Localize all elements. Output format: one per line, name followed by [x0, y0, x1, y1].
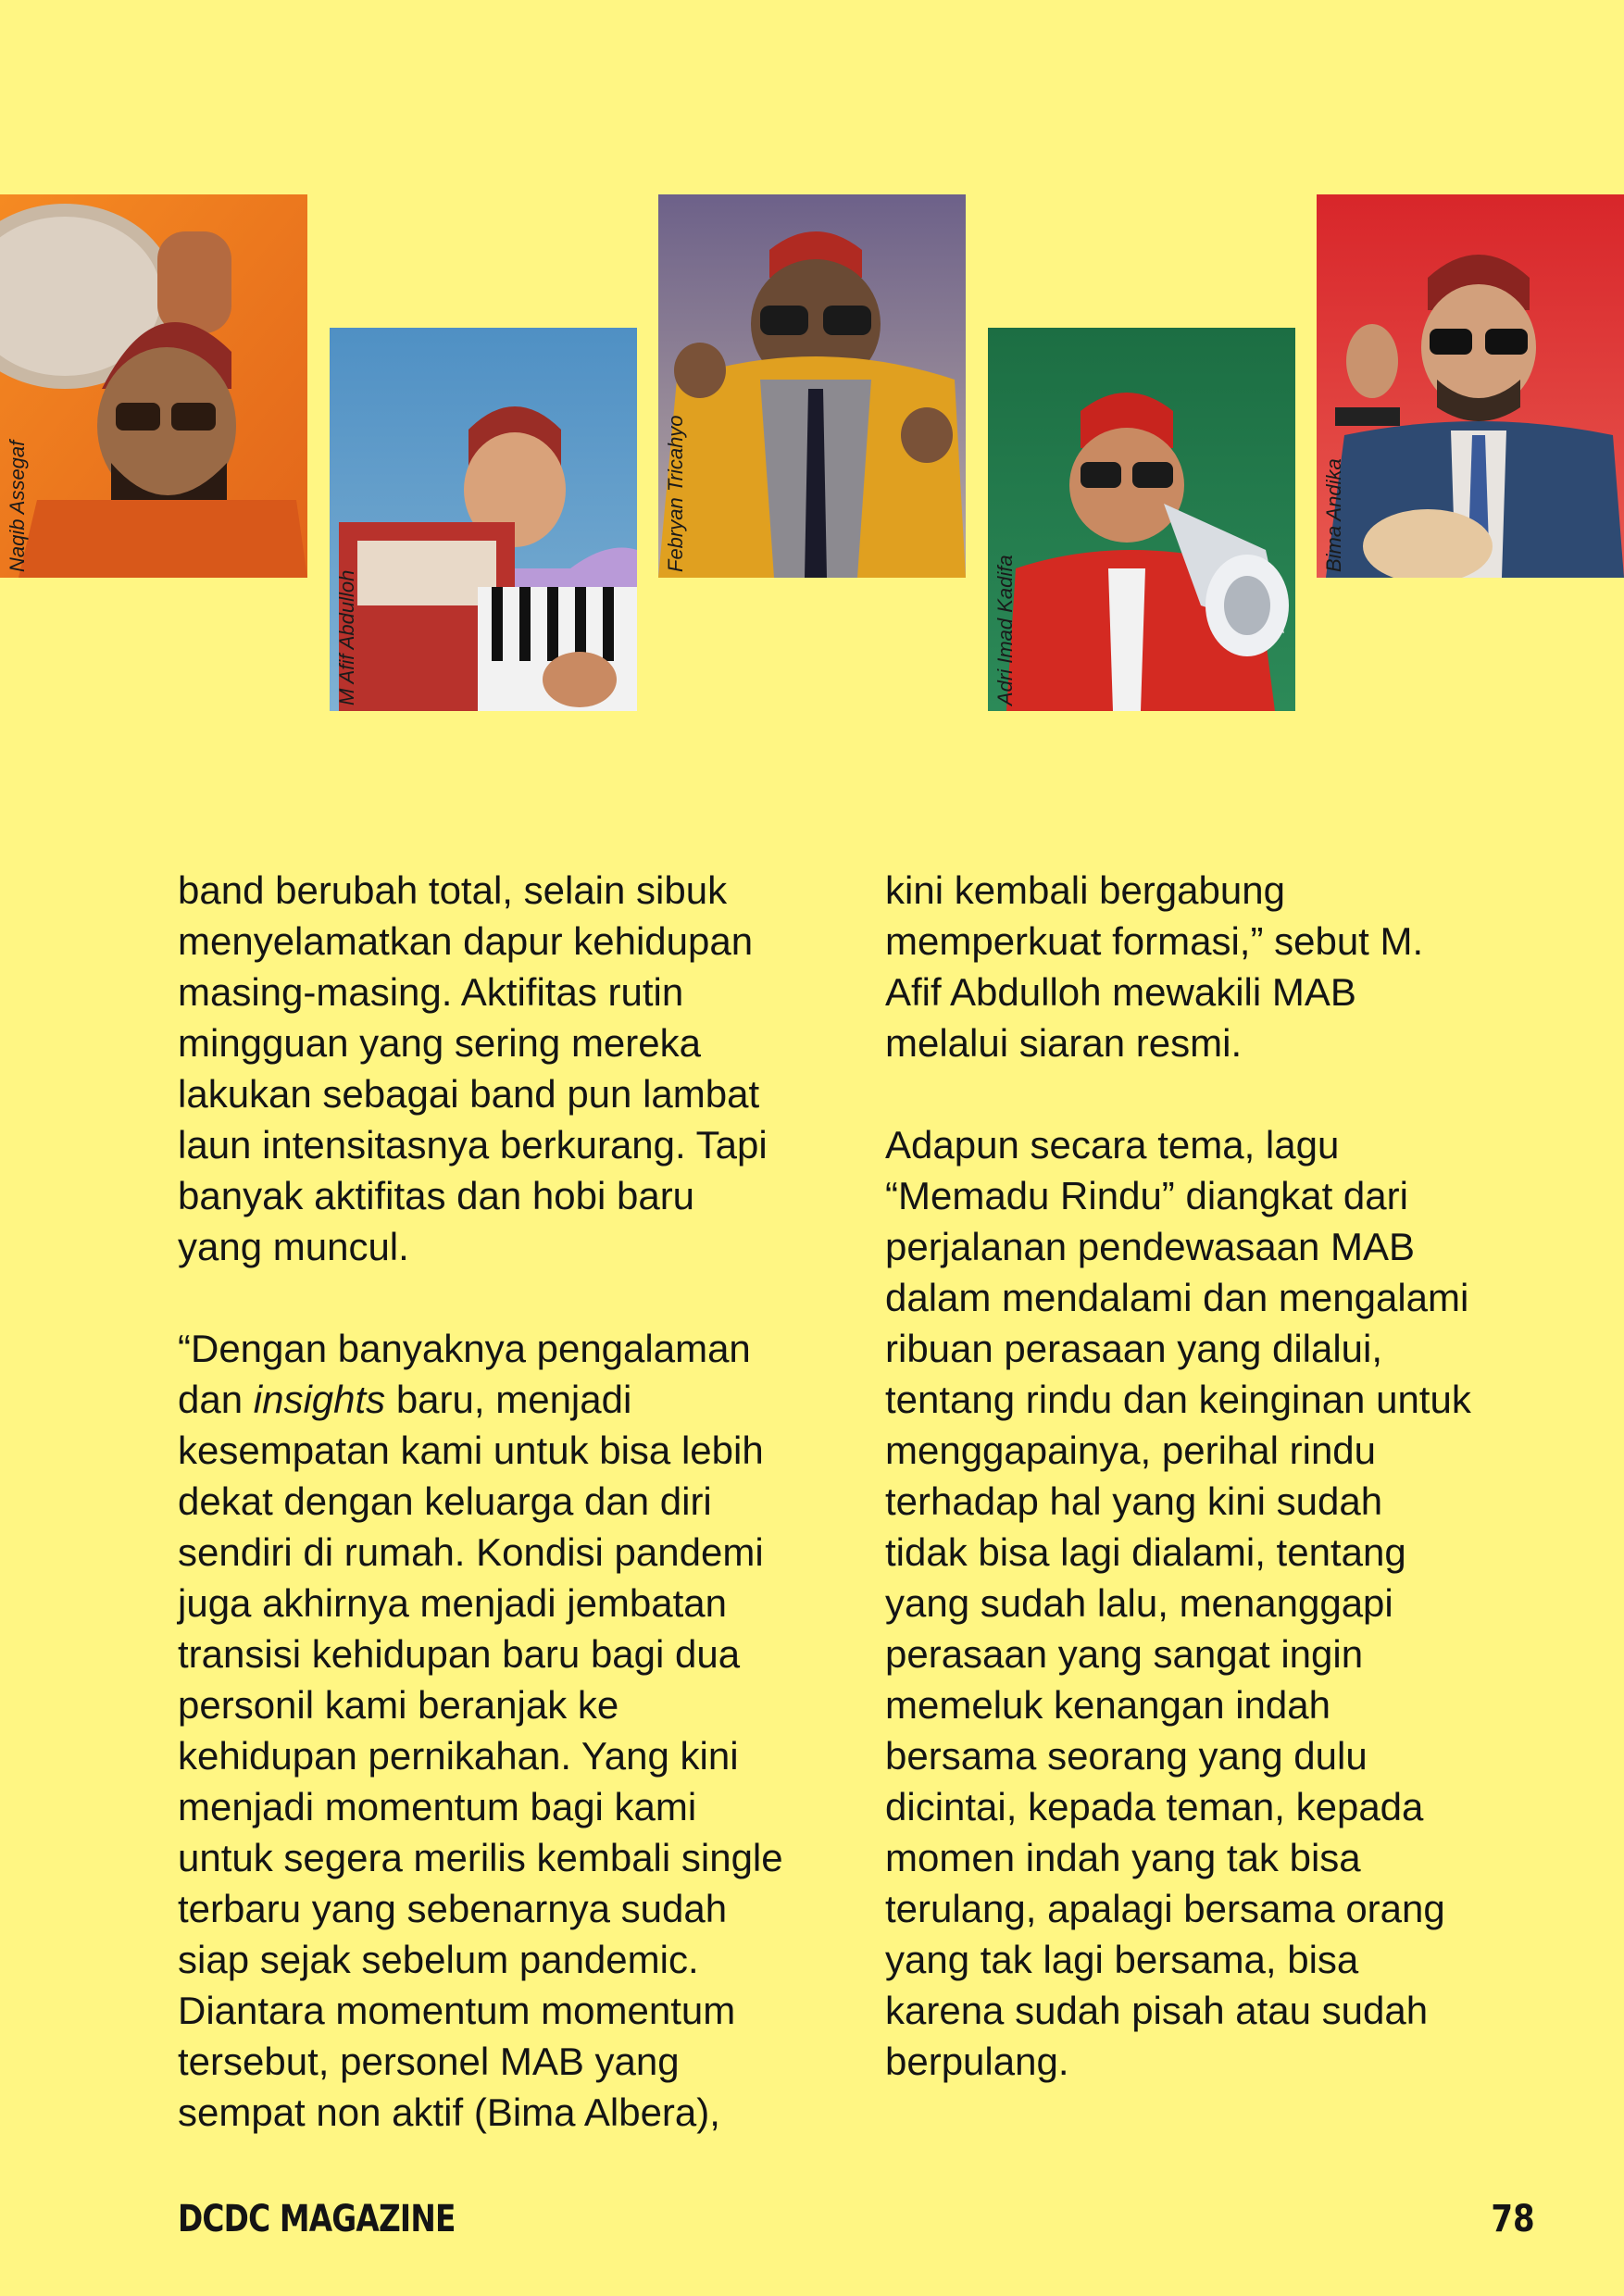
quote-text-start: “Dengan banyaknya pengalaman dan [178, 1327, 751, 1421]
drummer-photo [0, 194, 307, 578]
photo-naqib-assegaf [0, 194, 307, 578]
quote-text-rest: baru, menjadi kesempatan kami untuk bisa lebih dekat dengan keluarga dan diri sendiri di rumah. Kondisi pandemi juga akhirnya menjadi jembatan transisi kehidupan baru bagi dua personil kami beranjak ke kehidupan pernikahan. Yang kini menjadi momentum bagi kami untuk segera merilis kembali single terbaru yang sebenarnya sudah siap sejak sebelum pandemic. Diantara momentum momentum tersebut, personel MAB yang sempat non aktif (Bima Albera), [178, 1378, 783, 2134]
photo-febryan-tricahyo [658, 194, 966, 578]
photo-adri-imad-kadifa [988, 328, 1295, 711]
photo-bima-andika [1317, 194, 1624, 578]
photo-caption: Naqib Assegaf [6, 440, 29, 572]
article-paragraph: kini kembali bergabung memperkuat formasi,” sebut M. Afif Abdulloh mewakili MAB melalui siaran resmi. [885, 868, 1424, 1065]
emphasis-insights: insights [253, 1378, 386, 1421]
article-left-column [178, 865, 844, 2138]
article-paragraph: Adapun secara tema, lagu “Memadu Rindu” diangkat dari perjalanan pendewasaan MAB dalam mendalami dan mengalami ribuan perasaan yang dilalui, tentang rindu dan keinginan untuk menggapainya, perihal rindu terhadap hal yang kini sudah tidak bisa lagi dialami, tentang yang sudah lalu, menanggapi perasaan yang sangat ingin memeluk kenangan indah bersama seorang yang dulu dicintai, kepada teman, kepada momen indah yang tak bisa terulang, apalagi bersama orang yang tak lagi bersama, bisa karena sudah pisah atau sudah berpulang. [885, 1123, 1471, 2083]
photo-caption: Bima Andika [1322, 458, 1345, 572]
photo-caption: Adri Imad Kadifa [993, 555, 1017, 705]
article-paragraph-quote [178, 1323, 844, 2138]
trumpet-player-photo [988, 328, 1295, 711]
photo-caption: Febryan Tricahyo [664, 415, 687, 572]
page-number: 78 [1491, 2198, 1535, 2240]
bowing-man-photo [658, 194, 966, 578]
article-right-column [885, 865, 1552, 2087]
photo-caption: M Afif Abdulloh [335, 569, 358, 705]
photo-m-afif-abdulloh [330, 328, 637, 711]
publication-name: DCDC MAGAZINE [178, 2198, 456, 2240]
article-paragraph: band berubah total, selain sibuk menyelamatkan dapur kehidupan masing-masing. Aktifitas rutin mingguan yang sering mereka lakukan sebagai band pun lambat laun intensitasnya berkurang. Tapi banyak aktifitas dan hobi baru yang muncul. [178, 868, 768, 1268]
accordion-player-photo [330, 328, 637, 711]
guitarist-photo [1317, 194, 1624, 578]
